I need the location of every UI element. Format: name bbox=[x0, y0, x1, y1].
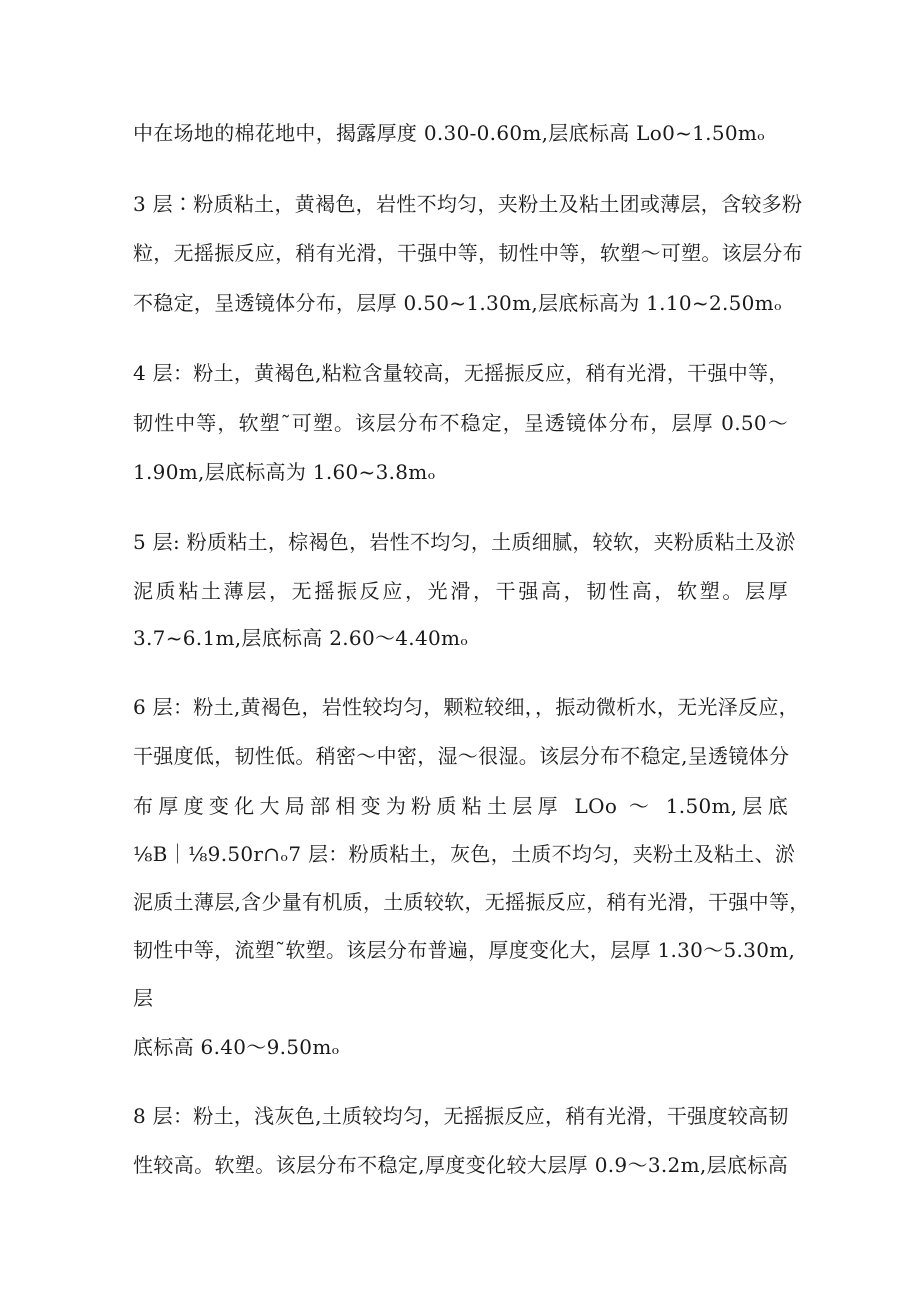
text-line: 不稳定，呈透镜体分布，层厚 0.50~1.30m,层底标高为 1.10~2.50mₒ bbox=[133, 291, 782, 315]
text-line: 3.7~6.1m,层底标高 2.60～4.40mₒ bbox=[133, 626, 469, 650]
text-line: 5 层: 粉质粘土，棕褐色，岩性不均匀，土质细腻，较软，夹粉质粘土及淤 bbox=[133, 530, 796, 554]
text-line: 8 层：粉土，浅灰色,土质较均匀，无摇振反应，稍有光滑，干强度较高韧 bbox=[133, 1104, 789, 1128]
text-line: 性较高。软塑。该层分布不稳定,厚度变化较大层厚 0.9～3.2m,层底标高 bbox=[133, 1153, 788, 1177]
text-line: 层 bbox=[133, 986, 154, 1010]
text-line: 韧性中等，流塑˜软塑。该层分布普遍，厚度变化大，层厚 1.30～5.30m, bbox=[133, 938, 796, 962]
text-line: 4 层：粉土，黄褐色,粘粒含量较高，无摇振反应，稍有光滑，干强中等， bbox=[133, 361, 789, 385]
text-line: 中在场地的棉花地中，揭露厚度 0.30-0.60m,层底标高 Lo0~1.50mₒ bbox=[133, 121, 766, 145]
text-line: 泥质粘土薄层，无摇振反应，光滑，干强高，韧性高，软塑。层厚 bbox=[133, 579, 788, 603]
text-line: 干强度低，韧性低。稍密～中密，湿～很湿。该层分布不稳定,呈透镜体分 bbox=[133, 744, 790, 768]
text-line: 底标高 6.40～9.50mₒ bbox=[133, 1035, 340, 1059]
text-line: 1.90m,层底标高为 1.60~3.8mₒ bbox=[133, 460, 436, 484]
text-line: 布厚度变化大局部相变为粉质粘土层厚 LOo ～ 1.50m,层底 bbox=[133, 794, 788, 818]
text-line: 泥质土薄层,含少量有机质，土质较软，无摇振反应，稍有光滑，干强中等， bbox=[133, 890, 810, 914]
text-line: 6 层：粉土,黄褐色，岩性较均匀，颗粒较细，，振动微析水，无光泽反应， bbox=[133, 695, 799, 719]
text-line: 3 层∶粉质粘土，黄褐色，岩性不均匀，夹粉土及粘土团或薄层，含较多粉 bbox=[133, 192, 803, 216]
text-line: 粒，无摇振反应，稍有光滑，干强中等，韧性中等，软塑～可塑。该层分布 bbox=[133, 241, 803, 265]
text-line: ⅛B｜⅛9.50r∩ₒ7 层：粉质粘土，灰色，土质不均匀，夹粉土及粘土、淤 bbox=[133, 842, 796, 866]
text-line: 韧性中等，软塑˜可塑。该层分布不稳定，呈透镜体分布，层厚 0.50～ bbox=[133, 411, 788, 435]
